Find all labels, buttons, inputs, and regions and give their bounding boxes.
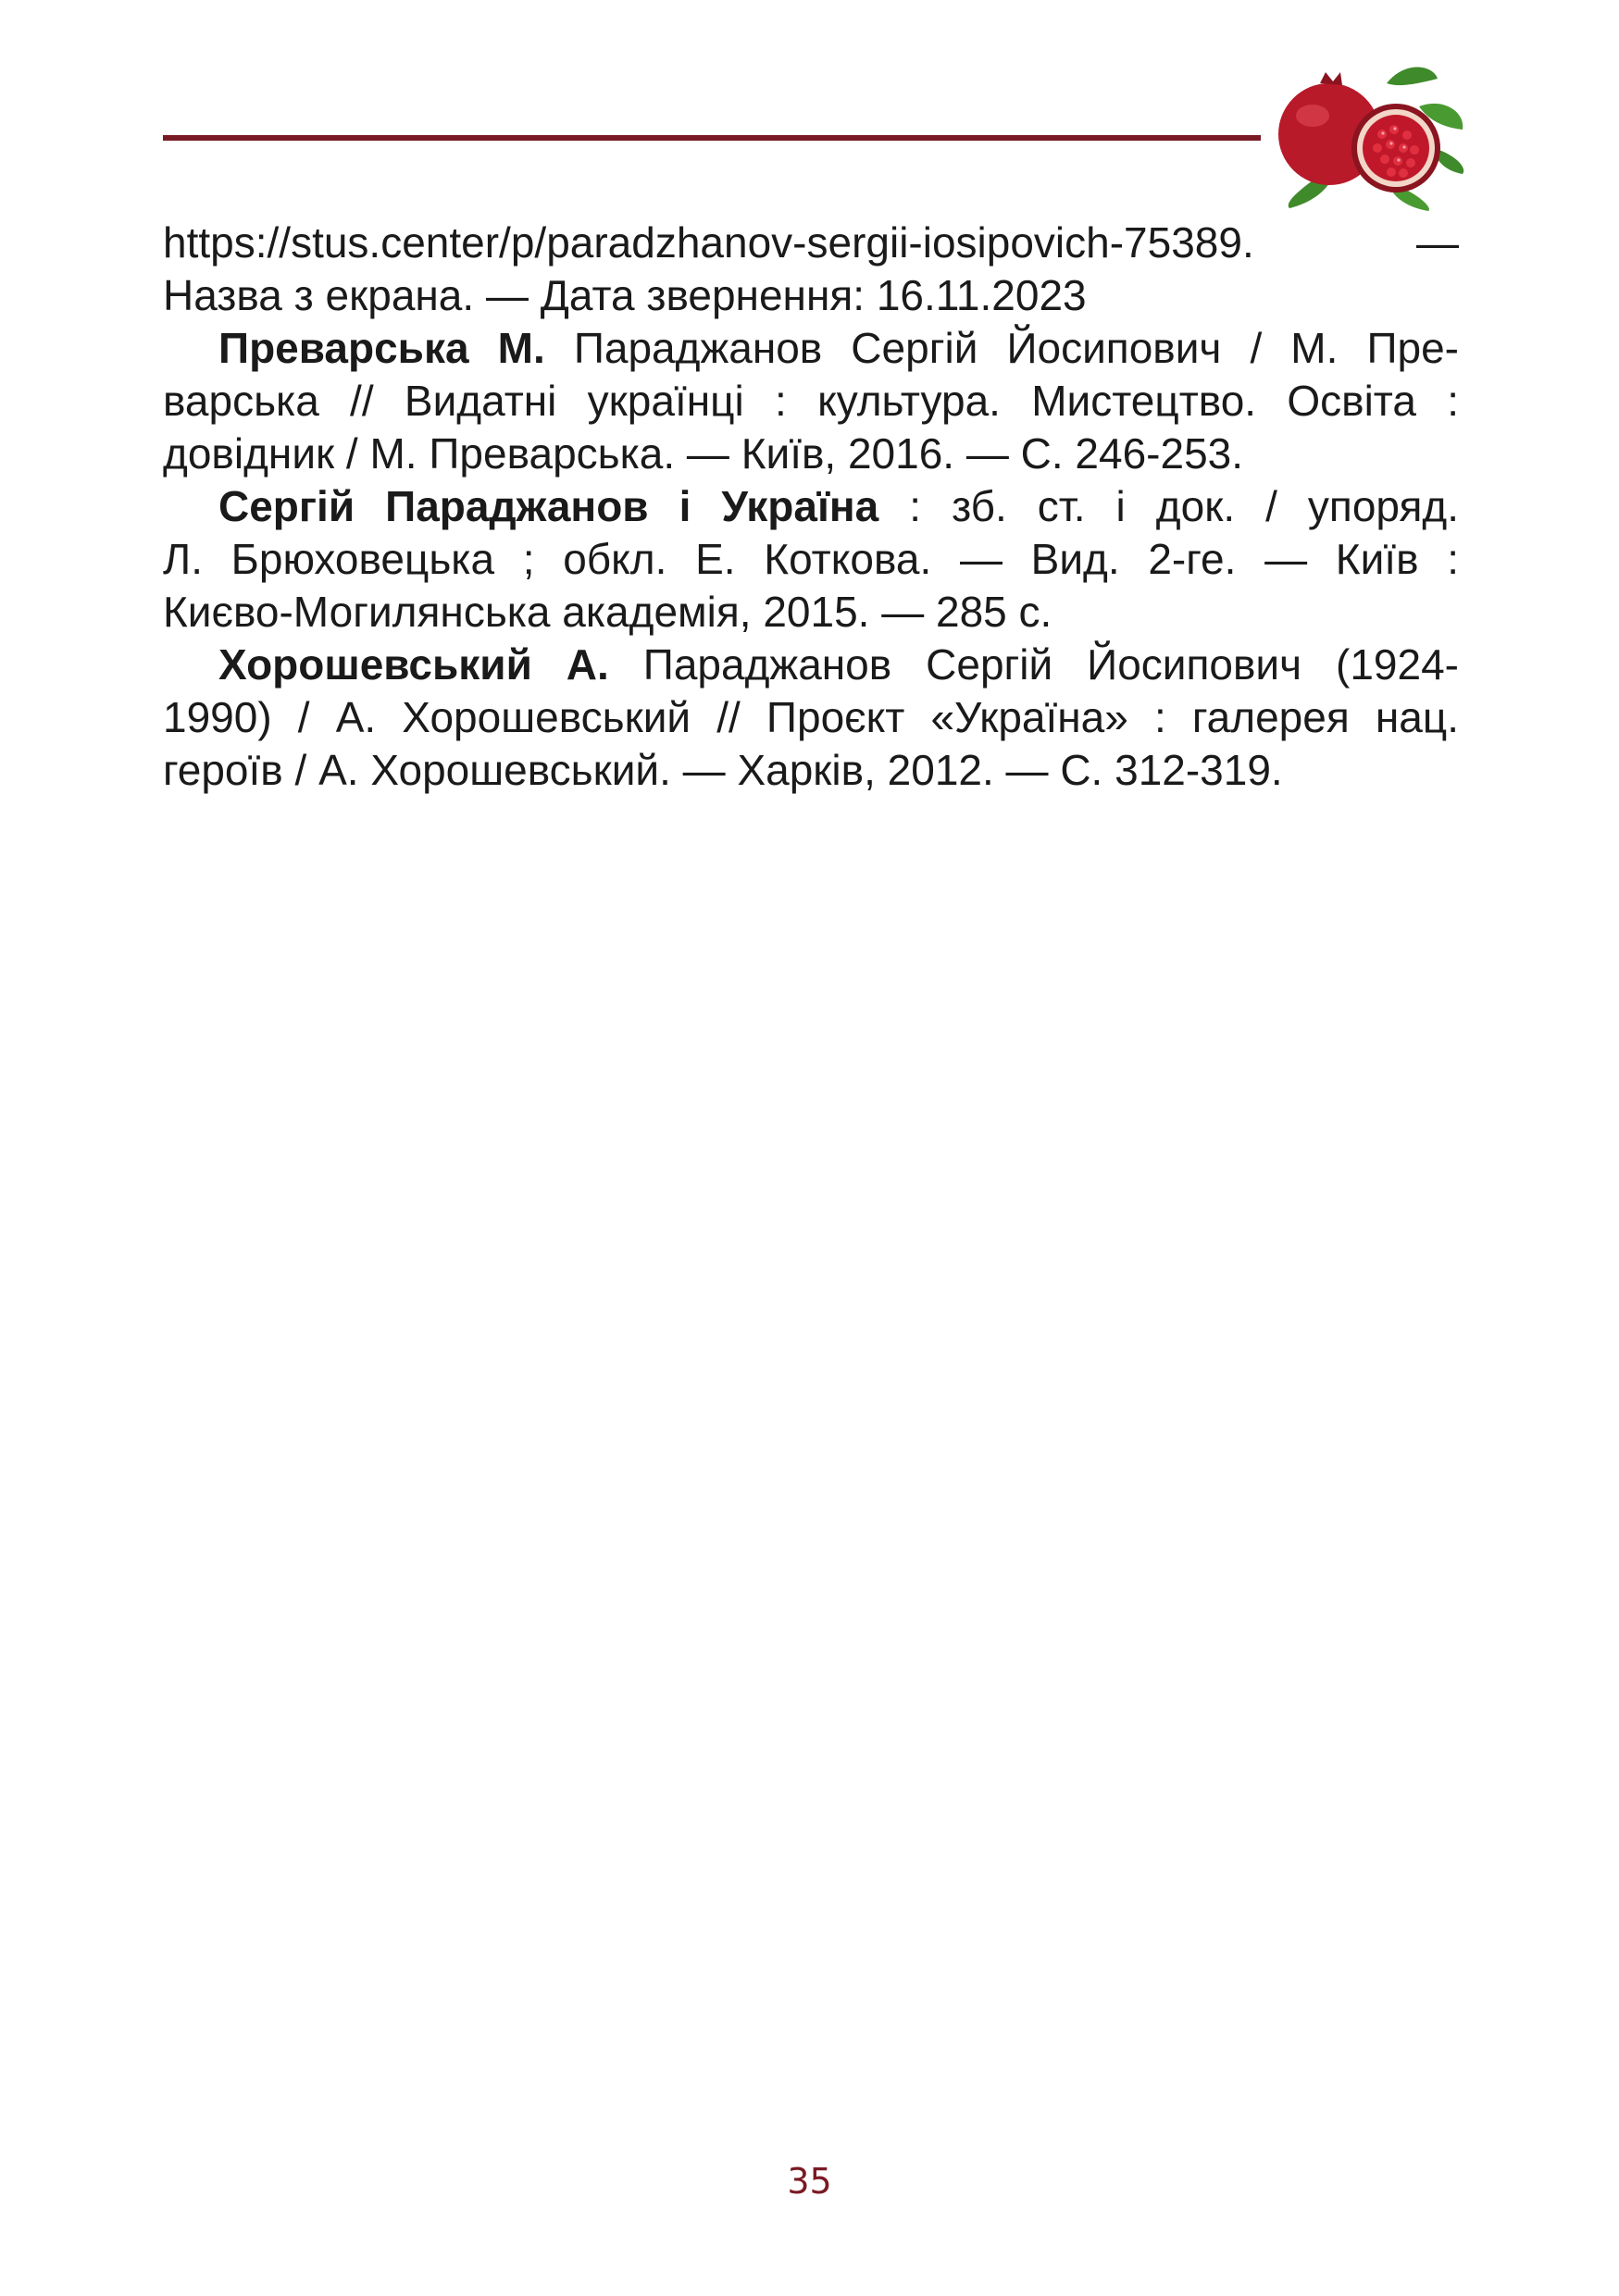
bibliography-entry (163, 480, 1459, 639)
entry-line: 1990) / А. Хорошевський // Проєкт «Україна» : галерея нац. (163, 693, 1459, 741)
entry-line: Києво-Могилянська академія, 2015. — 285 с. (163, 588, 1052, 636)
entry-line: варська // Видатні українці : культура. Мистецтво. Освіта : (163, 377, 1459, 425)
bibliography-entry (163, 217, 1459, 322)
entry-author: Хорошевський А. (218, 640, 609, 689)
pomegranate-icon (1248, 56, 1470, 213)
entry-text: : зб. ст. і док. / упоряд. (878, 482, 1459, 530)
entry-line: довідник / М. Преварська. — Київ, 2016. — С. 246-253. (163, 429, 1244, 478)
entry-title: Сергій Параджанов і Україна (218, 482, 879, 530)
entry-line: Назва з екрана. — Дата звернення: 16.11.2023 (163, 271, 1087, 319)
bibliography-entry (163, 639, 1459, 797)
entry-line: Л. Брюховецька ; обкл. Е. Коткова. — Вид. 2-ге. — Київ : (163, 535, 1459, 583)
entry-first-line (163, 639, 1459, 691)
header-rule (163, 135, 1261, 141)
page-number: 35 (787, 2161, 832, 2202)
entry-text: Параджанов Сергій Йосипович (1924- (642, 640, 1459, 689)
entry-line: https://stus.center/p/paradzhanov-sergii-iosipovich-75389. — (163, 218, 1459, 267)
bibliography-list (163, 217, 1459, 797)
entry-line: героїв / А. Хорошевський. — Харків, 2012. — С. 312-319. (163, 746, 1283, 794)
bibliography-entry (163, 322, 1459, 480)
entry-first-line (163, 480, 1459, 533)
entry-text: Параджанов Сергій Йосипович / М. Пре- (573, 324, 1459, 372)
entry-first-line (163, 322, 1459, 375)
entry-author: Преварська М. (218, 324, 545, 372)
